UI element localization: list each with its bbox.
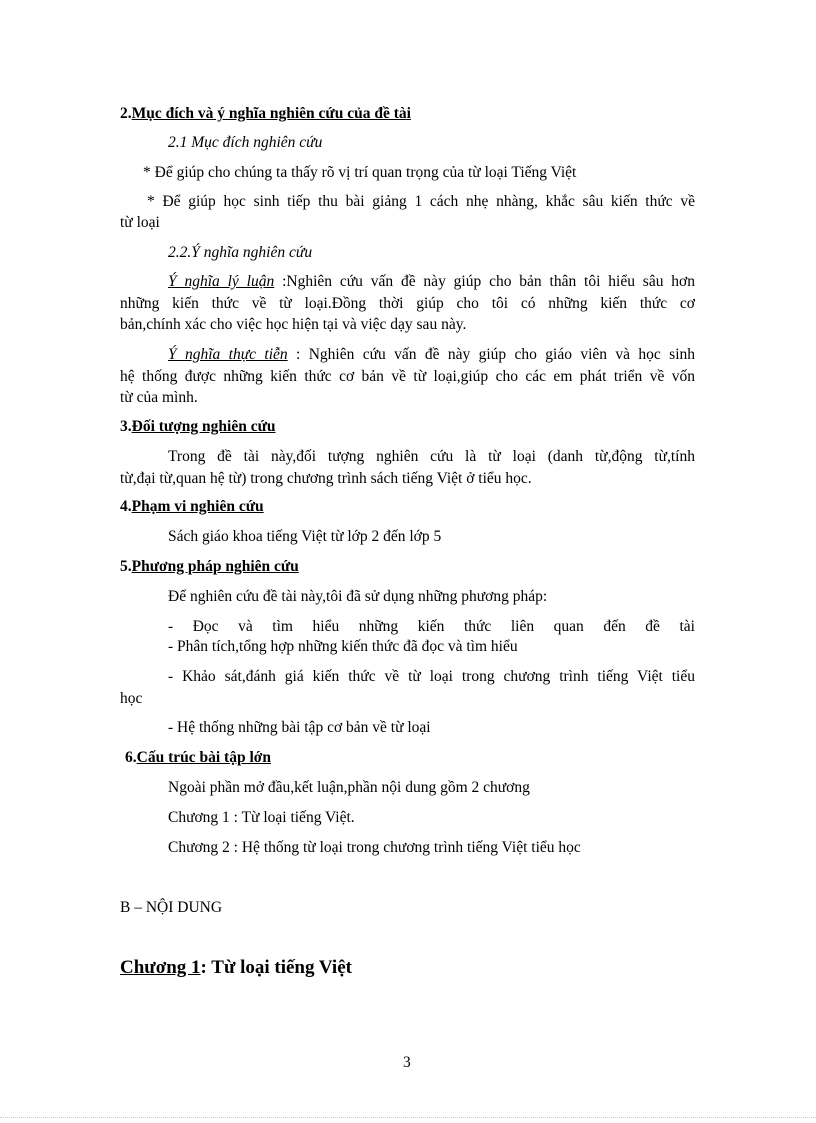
heading-section-5 (120, 557, 299, 577)
section-number: 6. (125, 749, 137, 766)
footer-divider (0, 1117, 816, 1118)
heading-section-4 (120, 497, 264, 517)
paragraph: Ngoài phần mở đầu,kết luận,phần nội dung gồm 2 chương (168, 779, 530, 796)
list-item: - Khảo sát,đánh giá kiến thức về từ loại trong chương trình tiếng Việt tiểu (168, 668, 695, 685)
label-y-nghia-thuc-tien: Ý nghĩa thực tiễn (168, 346, 288, 363)
text: :Nghiên cứu vấn đề này giúp cho bản thân tôi hiểu sâu hơn (274, 273, 696, 290)
section-number: 5. (120, 558, 132, 575)
paragraph: Trong đề tài này,đối tượng nghiên cứu là từ loại (danh từ,động từ,tính (168, 448, 695, 465)
paragraph: từ của mình. (120, 389, 198, 406)
list-item: - Đọc và tìm hiểu những kiến thức liên quan đến đề tài (168, 618, 695, 635)
text: : Nghiên cứu vấn đề này giúp cho giáo viên và học sinh (287, 346, 695, 363)
section-title: Mục đích và ý nghĩa nghiên cứu của đề tài (131, 105, 411, 122)
section-title: Phương pháp nghiên cứu (131, 558, 299, 575)
section-title: Cấu trúc bài tập lớn (136, 749, 271, 766)
part-heading: B – NỘI DUNG (120, 899, 223, 916)
paragraph: Chương 1 : Từ loại tiếng Việt. (168, 809, 355, 826)
paragraph: từ,đại từ,quan hệ từ) trong chương trình sách tiếng Việt ở tiểu học. (120, 470, 532, 487)
paragraph (168, 272, 695, 292)
paragraph: Sách giáo khoa tiếng Việt từ lớp 2 đến lớp 5 (168, 528, 442, 545)
chapter-heading (120, 958, 352, 978)
page-number: 3 (403, 1054, 411, 1071)
paragraph: hệ thống được những kiến thức cơ bản về từ loại,giúp cho các em phát triển về vốn (120, 368, 695, 385)
list-item: học (120, 690, 143, 707)
paragraph: những kiến thức về từ loại.Đồng thời giúp cho tôi có những kiến thức cơ (120, 295, 695, 312)
paragraph (168, 345, 695, 365)
section-number: 3. (120, 418, 132, 435)
chapter-label: Chương 1 (120, 957, 201, 978)
section-title: Đối tượng nghiên cứu (131, 418, 276, 435)
heading-section-3 (120, 417, 276, 437)
list-item: - Phân tích,tổng hợp những kiến thức đã đọc và tìm hiểu (168, 638, 518, 655)
heading-section-6 (125, 748, 271, 768)
chapter-title: : Từ loại tiếng Việt (200, 957, 352, 978)
subheading-2-1: 2.1 Mục đích nghiên cứu (168, 134, 323, 151)
paragraph: * Để giúp cho chúng ta thấy rõ vị trí quan trọng của từ loại Tiếng Việt (143, 164, 577, 181)
paragraph: Chương 2 : Hệ thống từ loại trong chương trình tiếng Việt tiểu học (168, 839, 581, 856)
section-number: 4. (120, 498, 132, 515)
list-item: - Hệ thống những bài tập cơ bản về từ loại (168, 719, 431, 736)
subheading-2-2: 2.2.Ý nghĩa nghiên cứu (168, 244, 313, 261)
section-title: Phạm vi nghiên cứu (131, 498, 264, 515)
paragraph: * Để giúp học sinh tiếp thu bài giảng 1 cách nhẹ nhàng, khắc sâu kiến thức về (147, 193, 695, 210)
paragraph: Để nghiên cứu đề tài này,tôi đã sử dụng những phương pháp: (168, 588, 548, 605)
heading-section-2 (120, 104, 411, 124)
label-y-nghia-ly-luan: Ý nghĩa lý luận (168, 273, 275, 290)
section-number: 2. (120, 105, 132, 122)
paragraph: từ loại (120, 214, 160, 231)
paragraph: bản,chính xác cho việc học hiện tại và việc dạy sau này. (120, 316, 467, 333)
